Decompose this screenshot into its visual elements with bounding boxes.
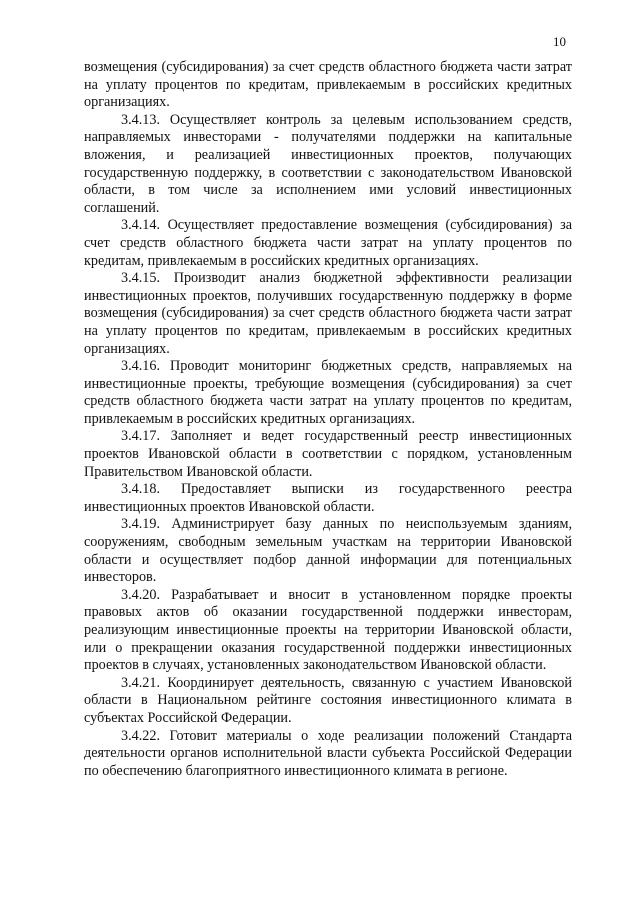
- paragraph-3-4-16: 3.4.16. Проводит мониторинг бюджетных средств, направляемых на инвестиционные проекты, требующие возмещения (субсидирования) за счет средств областного бюджета части затрат на уплату процентов по кредитам, привлекаемым в российских кредитных организациях.: [84, 358, 572, 427]
- paragraph-3-4-19: 3.4.19. Администрирует базу данных по неиспользуемым зданиям, сооружениям, свободным земельным участкам на территории Ивановской области и осуществляет подбор данной информации для потенциальных инвесторов.: [84, 516, 572, 586]
- paragraph-3-4-13: 3.4.13. Осуществляет контроль за целевым использованием средств, направляемых инвесторами - получателями поддержки на капитальные вложения, и реализацией инвестиционных проектов, получающих государственную поддержку, в соответствии с законодательством Ивановской области, в том числе за исполнением ими условий инвестиционных соглашений.: [84, 111, 572, 216]
- document-body: [84, 59, 572, 780]
- paragraph-3-4-15: 3.4.15. Производит анализ бюджетной эффективности реализации инвестиционных проектов, получивших государственную поддержку в форме возмещения (субсидирования) за счет средств областного бюджета части затрат на уплату процентов по кредитам, привлекаемым в российских кредитных организациях.: [84, 270, 572, 357]
- paragraph-3-4-20: 3.4.20. Разрабатывает и вносит в установленном порядке проекты правовых актов об оказании государственной поддержки инвесторам, реализующим инвестиционные проекты на территории Ивановской области, или о прекращении оказания государственной поддержки инвестиционных проектов в случаях, установленных законодательством Ивановской области.: [84, 586, 572, 674]
- paragraph-3-4-17: 3.4.17. Заполняет и ведет государственный реестр инвестиционных проектов Ивановской области в соответствии с порядком, установленным Правительством Ивановской области.: [84, 428, 572, 480]
- page-number: 10: [553, 34, 566, 49]
- paragraph-3-4-14: 3.4.14. Осуществляет предоставление возмещения (субсидирования) за счет средств областного бюджета части затрат на уплату процентов по кредитам, привлекаемым в российских кредитных организациях.: [84, 217, 572, 269]
- paragraph-continuation: возмещения (субсидирования) за счет средств областного бюджета части затрат на уплату процентов по кредитам, привлекаемым в российских кредитных организациях.: [84, 59, 572, 111]
- paragraph-3-4-22: 3.4.22. Готовит материалы о ходе реализации положений Стандарта деятельности органов исполнительной власти субъекта Российской Федерации по обеспечению благоприятного инвестиционного климата в регионе.: [84, 727, 572, 779]
- paragraph-3-4-18: 3.4.18. Предоставляет выписки из государственного реестра инвестиционных проектов Ивановской области.: [84, 481, 572, 515]
- paragraph-3-4-21: 3.4.21. Координирует деятельность, связанную с участием Ивановской области в Национальном рейтинге состояния инвестиционного климата в субъектах Российской Федерации.: [84, 674, 572, 726]
